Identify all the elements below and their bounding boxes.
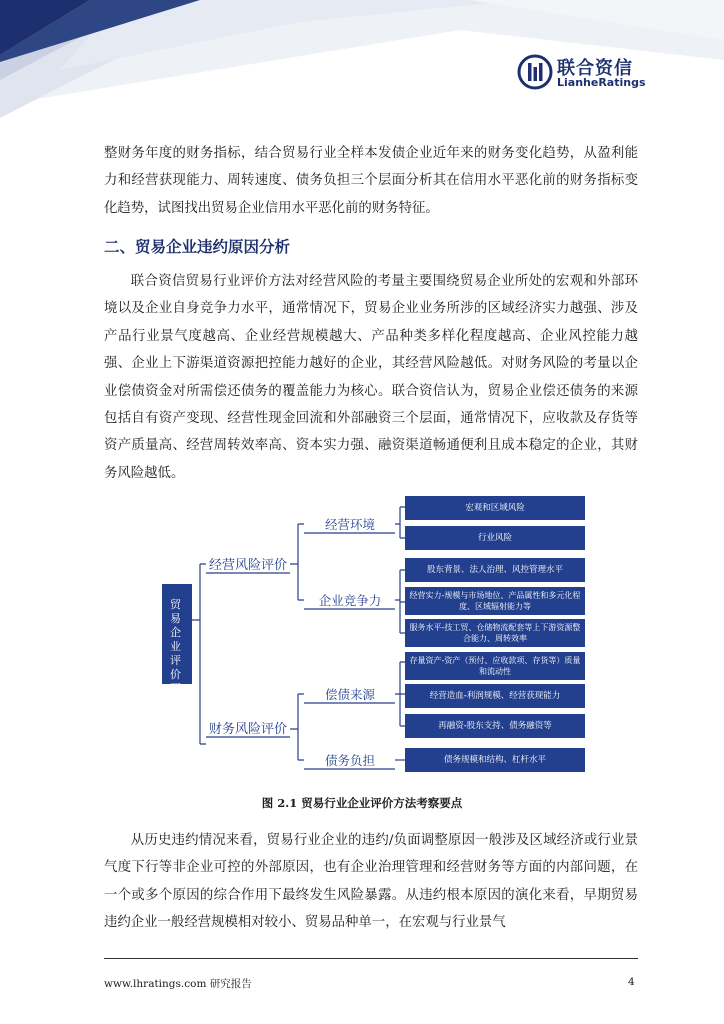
brand-logo: [517, 54, 657, 94]
figure-caption: 图 2.1 贸易行业企业评价方法考察要点: [261, 796, 463, 810]
diagram-leaf-node: 宏观和区域风险: [465, 503, 525, 513]
diagram-leaf-node: 再融资-股东支持、债务融资等: [438, 721, 552, 731]
paragraph-evaluation-method: 联合资信贸易行业评价方法对经营风险的考量主要围绕贸易企业所处的宏观和外部环境以及企业自身竞争力水平，通常情况下，贸易企业业务所涉的区域经济实力越强、涉及产品行业景气度越高、企业经营规模越大、产品种类多样化程度越高、企业风控能力越强、企业上下游渠道资源把控能力越好的企业，其经营风险越低。对财务风险的考量以企业偿债资金对所需偿还债务的覆盖能力为核心。联合资信认为，贸易企业偿还债务的来源包括自有资产变现、经营性现金回流和外部融资三个层面，通常情况下，应收款及存货等资产质量高、经营周转效率高、资本实力强、融资渠道畅通便利且成本稳定的企业，其财务风险越低。: [104, 274, 638, 481]
diagram-leaf-node: 股东背景、法人治理、风控管理水平: [426, 565, 563, 575]
brand-name-cn: 联合资信: [557, 58, 633, 79]
page-number: 4: [628, 976, 635, 988]
footer-website: www.lhratings.com 研究报告: [104, 978, 252, 990]
diagram-level1-operating-risk: [206, 558, 290, 573]
diagram-root-label: 贸易企业评价要点: [170, 598, 181, 709]
diagram-level2-label: 经营环境: [324, 517, 376, 532]
diagram-leaf-node: 经营造血-利润规模、经营获现能力: [429, 691, 561, 701]
footer-divider: [104, 958, 638, 959]
diagram-leaf-node: 存量资产-资产（预付、应收款项、存货等）质量和流动性: [409, 656, 581, 676]
diagram-leaf-node: 服务水平-技工贸、仓储物流配套等上下游资源整合能力、周转效率: [409, 623, 581, 643]
evaluation-framework-diagram: [160, 492, 590, 780]
paragraph-default-history: 从历史违约情况来看，贸易行业企业的违约/负面调整原因一般涉及区域经济或行业景气度下行等非企业可控的外部原因，也有企业治理管理和经营财务等方面的内部问题，在一个或多个原因的综合作用下最终发生风险暴露。从违约根本原因的演化来看，早期贸易违约企业一般经营规模相对较小、贸易品种单一，在宏观与行业景气: [104, 833, 638, 931]
diagram-level2-label: 企业竞争力: [318, 593, 382, 608]
diagram-level2-label: 债务负担: [324, 753, 376, 768]
diagram-level1-financial-risk: [206, 721, 290, 737]
lianhe-logo-icon: [517, 54, 553, 90]
brand-name-en: LianheRatings: [557, 76, 646, 89]
diagram-leaf-node: 债务规模和结构、杠杆水平: [443, 755, 546, 765]
diagram-level1-label: 财务风险评价: [208, 722, 288, 737]
paragraph-financial-indicators: 整财务年度的财务指标，结合贸易行业全样本发债企业近年来的财务变化趋势，从盈利能力和经营获现能力、周转速度、债务负担三个层面分析其在信用水平恶化前的财务指标变化趋势，试图找出贸易企业信用水平恶化前的财务特征。: [104, 146, 638, 216]
diagram-level1-label: 经营风险评价: [208, 558, 288, 573]
diagram-leaf-node: 经营实力-规模与市场地位、产品属性和多元化程度、区域辐射能力等: [409, 591, 581, 611]
diagram-leaf-node: 行业风险: [477, 533, 512, 543]
section-heading: 二、贸易企业违约原因分析: [104, 238, 291, 256]
diagram-level2-label: 偿债来源: [324, 687, 376, 702]
